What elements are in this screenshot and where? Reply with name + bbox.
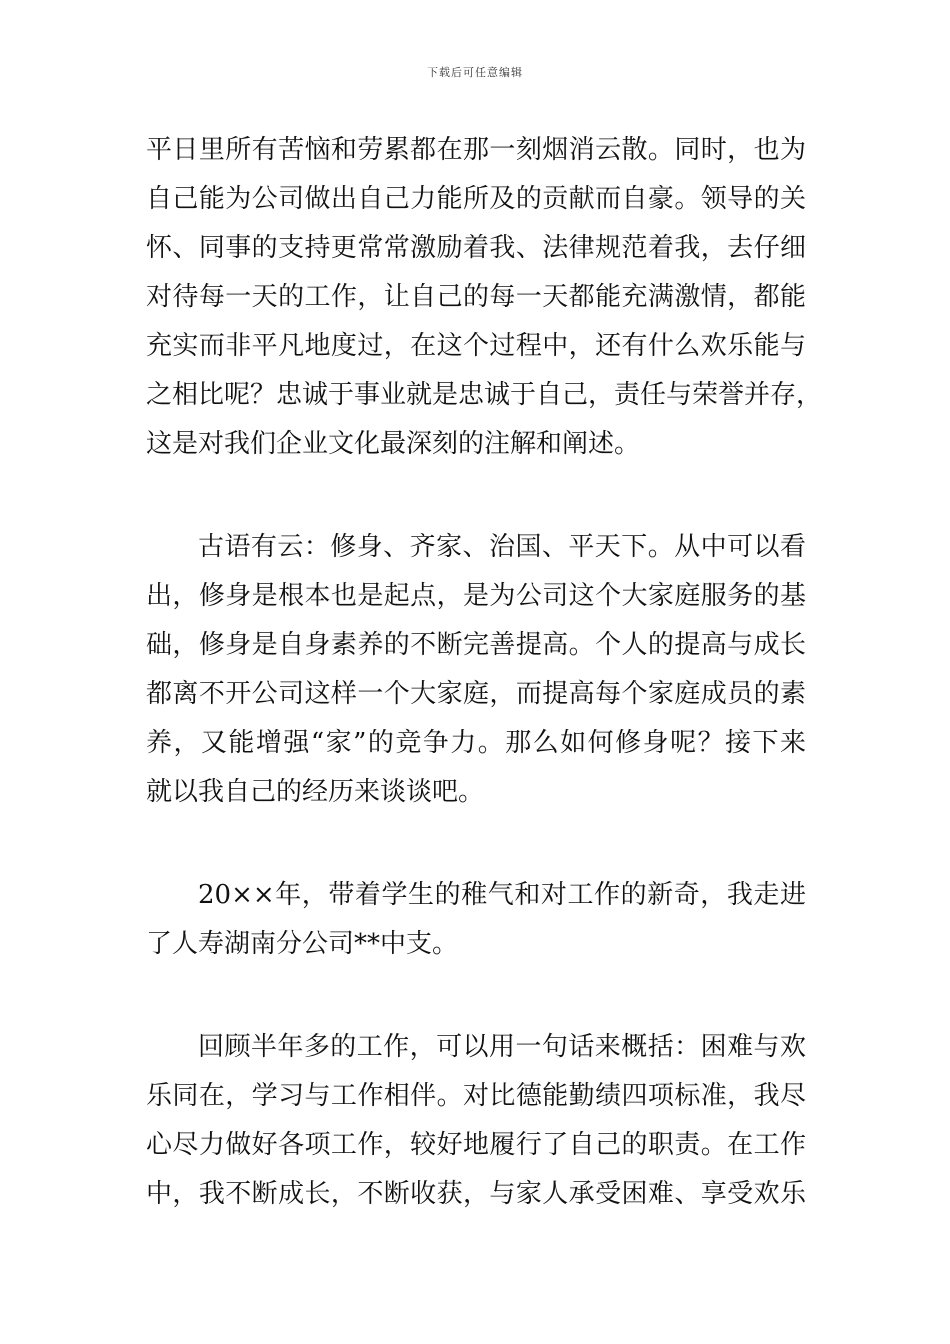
paragraph-3-line-2: 了人寿湖南分公司**中支。 <box>146 929 459 959</box>
paragraph-2-line-5: 养，又能增强“家”的竞争力。那么如何修身呢？接下来 <box>146 728 806 758</box>
paragraph-2-line-4: 都离不开公司这样一个大家庭，而提高每个家庭成员的素 <box>146 679 806 709</box>
paragraph-1-line-5: 充实而非平凡地度过，在这个过程中，还有什么欢乐能与 <box>146 331 806 361</box>
paragraph-1-line-4: 对待每一天的工作，让自己的每一天都能充满激情，都能 <box>146 282 806 312</box>
paragraph-2-line-3: 础，修身是自身素养的不断完善提高。个人的提高与成长 <box>146 630 806 660</box>
paragraph-4-line-2: 乐同在，学习与工作相伴。对比德能勤绩四项标准，我尽 <box>146 1081 806 1111</box>
paragraph-4-line-4: 中，我不断成长，不断收获，与家人承受困难、享受欢乐 <box>146 1179 806 1209</box>
paragraph-1-line-6: 之相比呢？忠诚于事业就是忠诚于自己，责任与荣誉并存， <box>146 380 823 410</box>
paragraph-2-line-6: 就以我自己的经历来谈谈吧。 <box>146 777 485 807</box>
paragraph-1-line-3: 怀、同事的支持更常常激励着我、法律规范着我，去仔细 <box>146 233 806 263</box>
paragraph-1-line-1: 平日里所有苦恼和劳累都在那一刻烟消云散。同时，也为 <box>146 135 806 165</box>
paragraph-4-line-3: 心尽力做好各项工作，较好地履行了自己的职责。在工作 <box>146 1130 806 1160</box>
paragraph-3-line-1: 20××年，带着学生的稚气和对工作的新奇，我走进 <box>198 880 806 910</box>
paragraph-1-line-7: 这是对我们企业文化最深刻的注解和阐述。 <box>146 429 641 459</box>
page-header: 下载后可任意编辑 <box>427 66 523 79</box>
paragraph-1-line-2: 自己能为公司做出自己力能所及的贡献而自豪。领导的关 <box>146 184 806 214</box>
paragraph-2-line-2: 出，修身是根本也是起点，是为公司这个大家庭服务的基 <box>146 581 806 611</box>
paragraph-4-line-1: 回顾半年多的工作，可以用一句话来概括：困难与欢 <box>198 1032 806 1062</box>
paragraph-2-line-1: 古语有云：修身、齐家、治国、平天下。从中可以看 <box>198 532 806 562</box>
